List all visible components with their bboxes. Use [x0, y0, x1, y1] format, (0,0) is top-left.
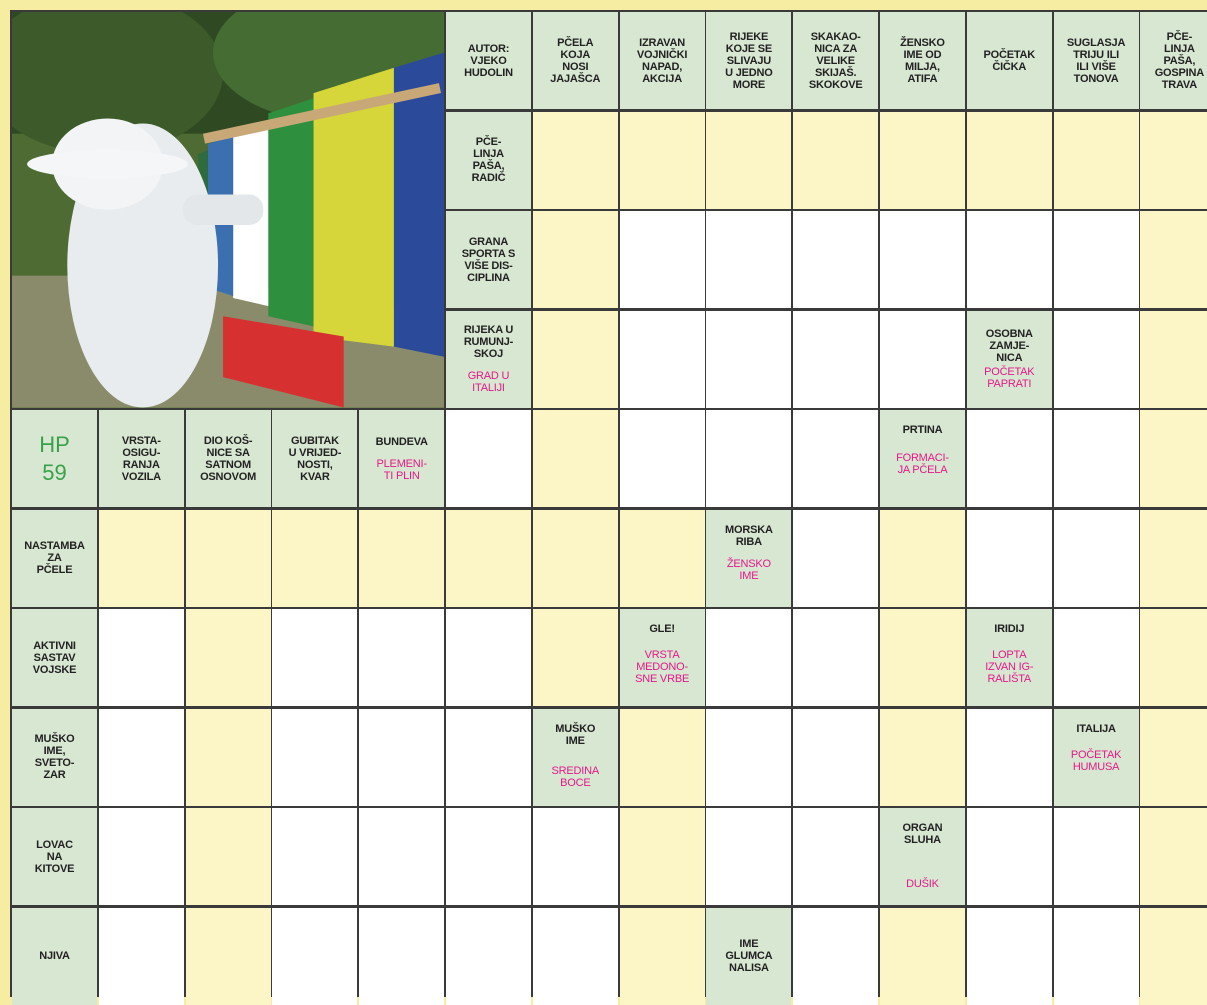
- answer-cell[interactable]: [880, 709, 965, 806]
- answer-cell[interactable]: [880, 112, 965, 209]
- answer-cell[interactable]: [1140, 908, 1207, 1005]
- answer-cell[interactable]: [1140, 510, 1207, 607]
- answer-cell[interactable]: [446, 709, 531, 806]
- clue-nastamba: [12, 510, 97, 607]
- answer-cell[interactable]: [967, 808, 1052, 905]
- answer-cell[interactable]: [186, 709, 271, 806]
- clue-r1: [446, 112, 531, 209]
- answer-cell[interactable]: [1054, 410, 1139, 507]
- clue-text: MUŠKO IME, SVETO- ZAR: [34, 733, 75, 781]
- clue-text: BUNDEVA: [375, 435, 428, 448]
- clue-text: NASTAMBA ZA PČELE: [24, 540, 85, 576]
- photo-image: [12, 12, 444, 408]
- answer-cell[interactable]: [620, 510, 705, 607]
- clue-text-secondary: VRSTA MEDONO- SNE VRBE: [635, 649, 690, 685]
- clue-text: MUŠKO IME: [555, 722, 596, 747]
- clue-text: MORSKA RIBA: [725, 523, 773, 548]
- answer-cell[interactable]: [880, 311, 965, 408]
- clue-c2: [620, 12, 705, 109]
- clue-text: PČE- LINJA PAŠA, RADIČ: [471, 136, 506, 184]
- clue-bundeva: [359, 410, 444, 507]
- answer-cell[interactable]: [706, 709, 791, 806]
- clue-text-secondary: FORMACI- JA PČELA: [896, 452, 949, 476]
- answer-cell[interactable]: [793, 311, 878, 408]
- answer-cell[interactable]: [1140, 311, 1207, 408]
- clue-text-secondary: GRAD U ITALIJI: [467, 370, 510, 394]
- clue-c4: [793, 12, 878, 109]
- answer-cell[interactable]: [793, 908, 878, 1005]
- clue-organ: [880, 808, 965, 905]
- clue-text: IME GLUMCA NALISA: [725, 938, 773, 974]
- answer-cell[interactable]: [1054, 211, 1139, 308]
- crossword-grid: [10, 10, 1207, 997]
- clue-lovac: [12, 808, 97, 905]
- clue-morska: [706, 510, 791, 607]
- answer-cell[interactable]: [359, 510, 444, 607]
- clue-prtina: [880, 410, 965, 507]
- clue-gubitak: [272, 410, 357, 507]
- answer-cell[interactable]: [359, 609, 444, 706]
- answer-cell[interactable]: [620, 908, 705, 1005]
- answer-cell[interactable]: [359, 709, 444, 806]
- answer-cell[interactable]: [1054, 808, 1139, 905]
- answer-cell[interactable]: [99, 808, 184, 905]
- answer-cell[interactable]: [359, 908, 444, 1005]
- clue-r2: [446, 211, 531, 308]
- answer-cell[interactable]: [186, 609, 271, 706]
- clue-text: GRANA SPORTA S VIŠE DIS- CIPLINA: [461, 235, 516, 284]
- answer-cell[interactable]: [1140, 112, 1207, 209]
- clue-text: NJIVA: [39, 950, 70, 962]
- answer-cell[interactable]: [99, 709, 184, 806]
- answer-cell[interactable]: [793, 112, 878, 209]
- answer-cell[interactable]: [706, 311, 791, 408]
- clue-text: IRIDIJ: [994, 623, 1025, 635]
- answer-cell[interactable]: [1140, 609, 1207, 706]
- answer-cell[interactable]: [620, 112, 705, 209]
- answer-cell[interactable]: [967, 908, 1052, 1005]
- answer-cell[interactable]: [272, 510, 357, 607]
- clue-italija: [1054, 709, 1139, 806]
- answer-cell[interactable]: [1140, 709, 1207, 806]
- clue-text-secondary: LOPTA IZVAN IG- RALIŠTA: [985, 649, 1034, 685]
- clue-osobna: [967, 311, 1052, 408]
- answer-cell[interactable]: [1140, 410, 1207, 507]
- answer-cell[interactable]: [533, 410, 618, 507]
- answer-cell[interactable]: [533, 311, 618, 408]
- clue-text: ITALIJA: [1076, 722, 1116, 735]
- clue-text-secondary: PLEMENI- TI PLIN: [376, 457, 427, 482]
- clue-gle: [620, 609, 705, 706]
- answer-cell[interactable]: [706, 211, 791, 308]
- clue-text: POČETAK ČIČKA: [983, 48, 1036, 73]
- clue-text: GUBITAK U VRIJED- NOSTI, KVAR: [288, 434, 342, 483]
- answer-cell[interactable]: [533, 112, 618, 209]
- answer-cell[interactable]: [359, 808, 444, 905]
- answer-cell[interactable]: [446, 609, 531, 706]
- clue-imeglumca: [706, 908, 791, 1005]
- clue-njiva: [12, 908, 97, 1005]
- answer-cell[interactable]: [793, 609, 878, 706]
- answer-cell[interactable]: [99, 609, 184, 706]
- answer-cell[interactable]: [99, 510, 184, 607]
- clue-text: SKAKAO- NICA ZA VELIKE SKIJAŠ. SKOKOVE: [808, 30, 863, 91]
- answer-cell[interactable]: [1054, 510, 1139, 607]
- answer-cell[interactable]: [186, 510, 271, 607]
- answer-cell[interactable]: [533, 211, 618, 308]
- clue-text: PRTINA: [902, 424, 943, 436]
- answer-cell[interactable]: [272, 609, 357, 706]
- answer-cell[interactable]: [533, 908, 618, 1005]
- clue-text: IZRAVAN VOJNIČKI NAPAD, AKCIJA: [636, 36, 688, 85]
- answer-cell[interactable]: [967, 510, 1052, 607]
- answer-cell[interactable]: [99, 908, 184, 1005]
- clue-iridij: [967, 609, 1052, 706]
- answer-cell[interactable]: [533, 609, 618, 706]
- clue-author: [446, 12, 531, 109]
- answer-cell[interactable]: [533, 808, 618, 905]
- clue-c3: [706, 12, 791, 109]
- answer-cell[interactable]: [533, 510, 618, 607]
- answer-cell[interactable]: [880, 609, 965, 706]
- puzzle-number-badge: [12, 410, 97, 507]
- answer-cell[interactable]: [272, 908, 357, 1005]
- answer-cell[interactable]: [620, 808, 705, 905]
- clue-text: SUGLASJA TRIJU ILI ILI VIŠE TONOVA: [1066, 36, 1126, 85]
- answer-cell[interactable]: [793, 211, 878, 308]
- answer-cell[interactable]: [1054, 609, 1139, 706]
- answer-cell[interactable]: [446, 410, 531, 507]
- clue-aktivni: [12, 609, 97, 706]
- badge-line2: 59: [42, 459, 67, 485]
- clue-c8: [1140, 12, 1207, 109]
- answer-cell[interactable]: [793, 410, 878, 507]
- badge-line1: HP: [39, 431, 70, 457]
- clue-r3: [446, 311, 531, 408]
- answer-cell[interactable]: [967, 709, 1052, 806]
- clue-text-secondary: POČETAK PAPRATI: [984, 366, 1035, 390]
- clue-musko: [12, 709, 97, 806]
- answer-cell[interactable]: [620, 709, 705, 806]
- answer-cell[interactable]: [880, 510, 965, 607]
- clue-muskoime: [533, 709, 618, 806]
- clue-text-secondary: POČETAK HUMUSA: [1070, 748, 1122, 773]
- answer-cell[interactable]: [880, 908, 965, 1005]
- answer-cell[interactable]: [272, 709, 357, 806]
- answer-cell[interactable]: [272, 808, 357, 905]
- answer-cell[interactable]: [880, 211, 965, 308]
- clue-text-secondary: DUŠIK: [906, 878, 939, 890]
- answer-cell[interactable]: [1054, 112, 1139, 209]
- answer-cell[interactable]: [706, 112, 791, 209]
- clue-text-secondary: ŽENSKO IME: [726, 557, 771, 582]
- answer-cell[interactable]: [1054, 311, 1139, 408]
- answer-cell[interactable]: [793, 709, 878, 806]
- answer-cell[interactable]: [706, 410, 791, 507]
- clue-text: AKTIVNI SASTAV VOJSKE: [32, 639, 77, 676]
- answer-cell[interactable]: [793, 510, 878, 607]
- answer-cell[interactable]: [706, 609, 791, 706]
- answer-cell[interactable]: [620, 211, 705, 308]
- clue-text: ORGAN SLUHA: [902, 822, 943, 846]
- clue-text: PČELA KOJA NOSI JAJAŠCA: [550, 36, 601, 85]
- clue-text: AUTOR: VJEKO HUDOLIN: [464, 42, 513, 79]
- answer-cell[interactable]: [967, 410, 1052, 507]
- clue-text: RIJEKE KOJE SE SLIVAJU U JEDNO MORE: [725, 30, 773, 91]
- answer-cell[interactable]: [620, 311, 705, 408]
- clue-c1: [533, 12, 618, 109]
- clue-text: ŽENSKO IME OD MILJA, ATIFA: [900, 36, 945, 85]
- answer-cell[interactable]: [446, 808, 531, 905]
- clue-dio: [186, 410, 271, 507]
- clue-text: VRSTA- OSIGU- RANJA VOZILA: [121, 434, 161, 483]
- answer-cell[interactable]: [186, 808, 271, 905]
- answer-cell[interactable]: [793, 808, 878, 905]
- answer-cell[interactable]: [706, 808, 791, 905]
- answer-cell[interactable]: [1054, 908, 1139, 1005]
- clue-text: DIO KOŠ- NICE SA SATNOM OSNOVOM: [200, 434, 257, 483]
- answer-cell[interactable]: [186, 908, 271, 1005]
- clue-text-secondary: SREDINA BOCE: [551, 764, 600, 789]
- answer-cell[interactable]: [446, 908, 531, 1005]
- clue-text: RIJEKA U RUMUNJ- SKOJ: [463, 324, 514, 360]
- answer-cell[interactable]: [967, 112, 1052, 209]
- clue-text: PČE- LINJA PAŠA, GOSPINA TRAVA: [1154, 30, 1205, 91]
- clue-text: GLE!: [649, 623, 675, 635]
- clue-c5: [880, 12, 965, 109]
- clue-text: OSOBNA ZAMJE- NICA: [985, 328, 1033, 364]
- clue-text: LOVAC NA KITOVE: [34, 838, 75, 875]
- beekeeper-photo: [12, 12, 444, 408]
- answer-cell[interactable]: [1140, 211, 1207, 308]
- clue-vrsta: [99, 410, 184, 507]
- answer-cell[interactable]: [967, 211, 1052, 308]
- answer-cell[interactable]: [1140, 808, 1207, 905]
- clue-c7: [1054, 12, 1139, 109]
- answer-cell[interactable]: [620, 410, 705, 507]
- answer-cell[interactable]: [446, 510, 531, 607]
- clue-c6: [967, 12, 1052, 109]
